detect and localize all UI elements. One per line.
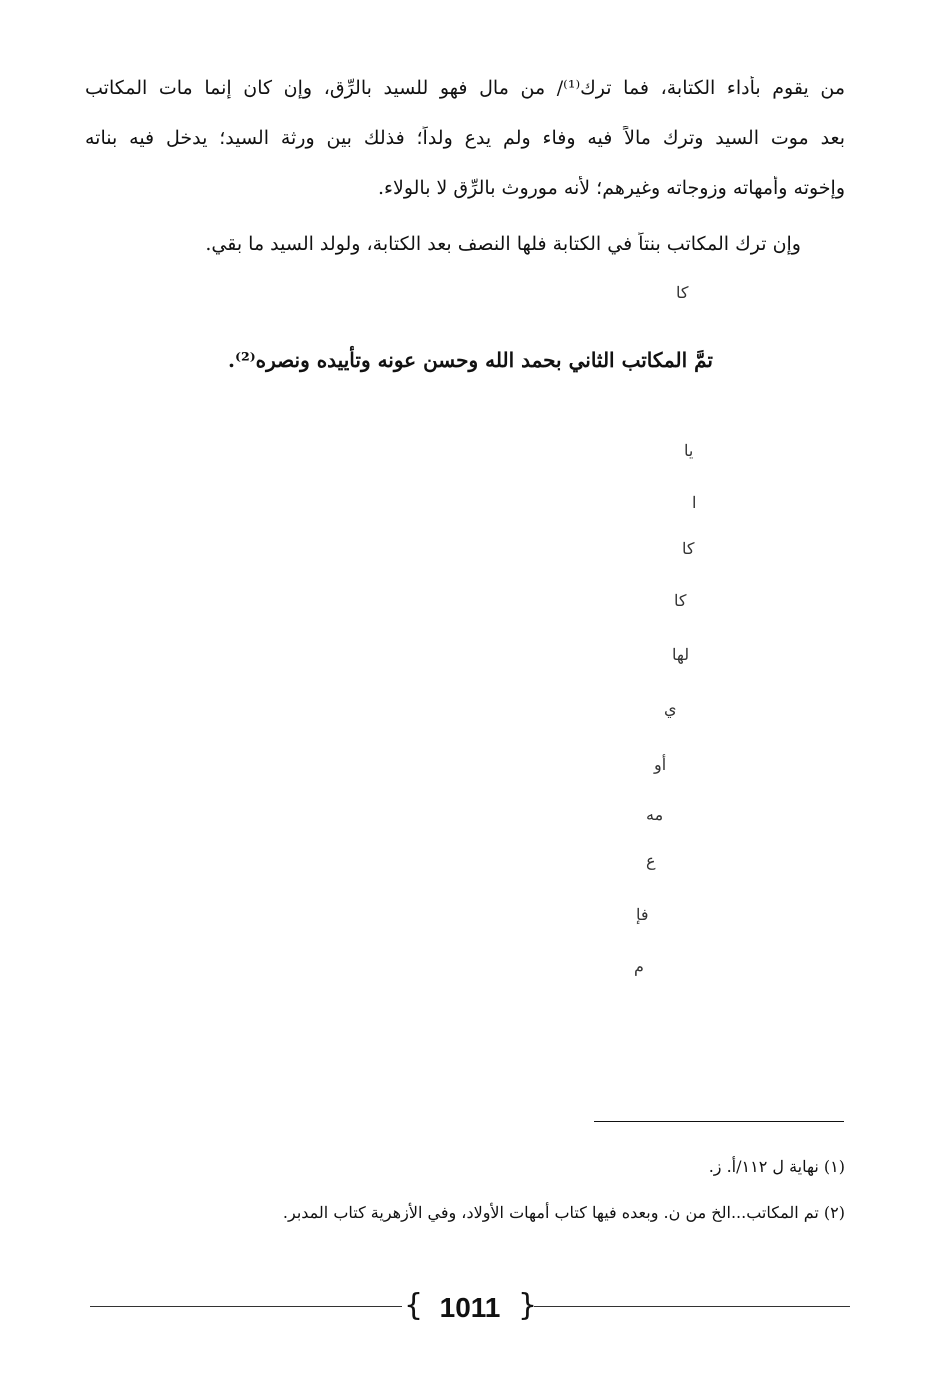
page-number-rule-right bbox=[534, 1306, 850, 1307]
body-line-4: وإن ترك المكاتب بنتاً في الكتابة فلها النصف بعد الكتابة، ولولد السيد ما بقي. bbox=[205, 233, 801, 255]
page-number-brace-right: } bbox=[518, 1288, 538, 1323]
page-number-brace-left: { bbox=[404, 1288, 424, 1323]
bleed-fragment: لها bbox=[672, 645, 690, 664]
bleed-fragment: يا bbox=[684, 441, 694, 460]
bleed-fragment: كا bbox=[682, 539, 695, 558]
bleed-fragment: كا bbox=[676, 283, 689, 302]
bleed-fragment: فإ bbox=[636, 905, 649, 924]
bleed-fragment: كا bbox=[674, 591, 687, 610]
footnote-1: (١) نهاية ل ١١٢/أ. ز. bbox=[708, 1157, 845, 1176]
footnote-2: (٢) تم المكاتب...الخ من ن. وبعده فيها كتاب أمهات الأولاد، وفي الأزهرية كتاب المدبر. bbox=[282, 1203, 845, 1222]
bleed-fragment: ي bbox=[664, 699, 677, 718]
page-number: 1011 bbox=[439, 1292, 501, 1323]
page-number-rule-left bbox=[90, 1306, 402, 1307]
closing-statement: تمَّ المكاتب الثاني بحمد الله وحسن عونه وتأييده ونصره⁽²⁾. bbox=[228, 348, 713, 372]
body-line-3: وإخوته وأمهاته وزوجاته وغيرهم؛ لأنه موروث بالرِّق لا بالولاء. bbox=[378, 177, 845, 199]
bleed-fragment: م bbox=[634, 957, 644, 976]
body-line-1: من يقوم بأداء الكتابة، فما ترك⁽¹⁾/ من مال فهو للسيد بالرِّق، وإن كان إنما مات المكاتب bbox=[85, 77, 845, 99]
bleed-fragment: ا bbox=[692, 493, 697, 512]
bleed-fragment: أو bbox=[654, 755, 667, 774]
footnote-separator bbox=[594, 1121, 844, 1122]
body-line-2: بعد موت السيد وترك مالاً فيه وفاء ولم يدع ولداً؛ فذلك بين ورثة السيد؛ يدخل فيه بناته bbox=[85, 127, 845, 149]
bleed-fragment: مه bbox=[646, 805, 664, 824]
bleed-fragment: ع bbox=[646, 851, 656, 870]
